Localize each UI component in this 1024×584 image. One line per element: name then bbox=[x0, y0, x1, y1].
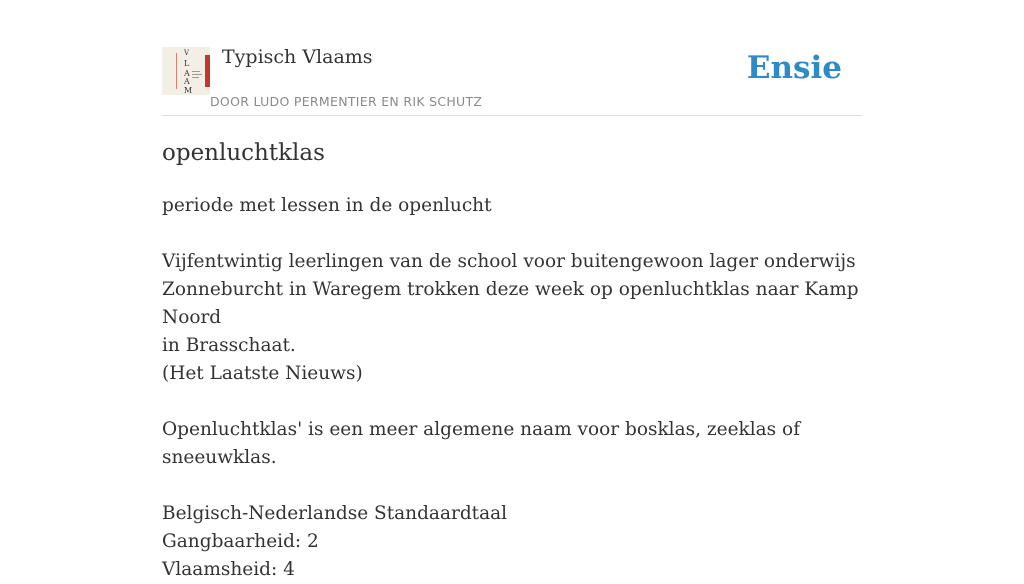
logo-book-icon bbox=[162, 47, 210, 95]
example-line: in Brasschaat. bbox=[162, 335, 296, 356]
example-line: Zonneburcht in Waregem trokken deze week op openluchtklas naar Kamp Noord bbox=[162, 279, 859, 328]
spacer bbox=[162, 472, 862, 500]
ensie-brand-link[interactable]: Ensie bbox=[746, 50, 842, 86]
entry-register: Belgisch-Nederlandse Standaardtaal bbox=[162, 503, 508, 524]
spacer bbox=[162, 388, 862, 416]
entry-definition: periode met lessen in de openlucht bbox=[162, 195, 492, 216]
svg-text:A: A bbox=[184, 77, 190, 86]
svg-text:M: M bbox=[184, 86, 193, 95]
spacer bbox=[162, 220, 862, 248]
dictionary-title[interactable]: Typisch Vlaams bbox=[222, 46, 373, 68]
entry-word: openluchtklas bbox=[162, 140, 325, 166]
dictionary-logo[interactable] bbox=[162, 47, 210, 95]
entry-vlaamsheid: Vlaamsheid: 4 bbox=[162, 559, 295, 580]
dictionary-authors: DOOR LUDO PERMENTIER EN RIK SCHUTZ bbox=[210, 94, 483, 109]
svg-text:A: A bbox=[184, 69, 190, 78]
header bbox=[162, 0, 862, 116]
page bbox=[162, 0, 862, 580]
entry-note: Openluchtklas' is een meer algemene naam voor bosklas, zeeklas of sneeuwklas. bbox=[162, 419, 801, 468]
svg-text:L: L bbox=[184, 59, 190, 68]
svg-text:V: V bbox=[184, 49, 190, 57]
example-source: (Het Laatste Nieuws) bbox=[162, 363, 363, 384]
entry-body bbox=[162, 192, 862, 584]
example-line: Vijfentwintig leerlingen van de school voor buitengewoon lager onderwijs bbox=[162, 251, 856, 272]
entry-gangbaarheid: Gangbaarheid: 2 bbox=[162, 531, 319, 552]
